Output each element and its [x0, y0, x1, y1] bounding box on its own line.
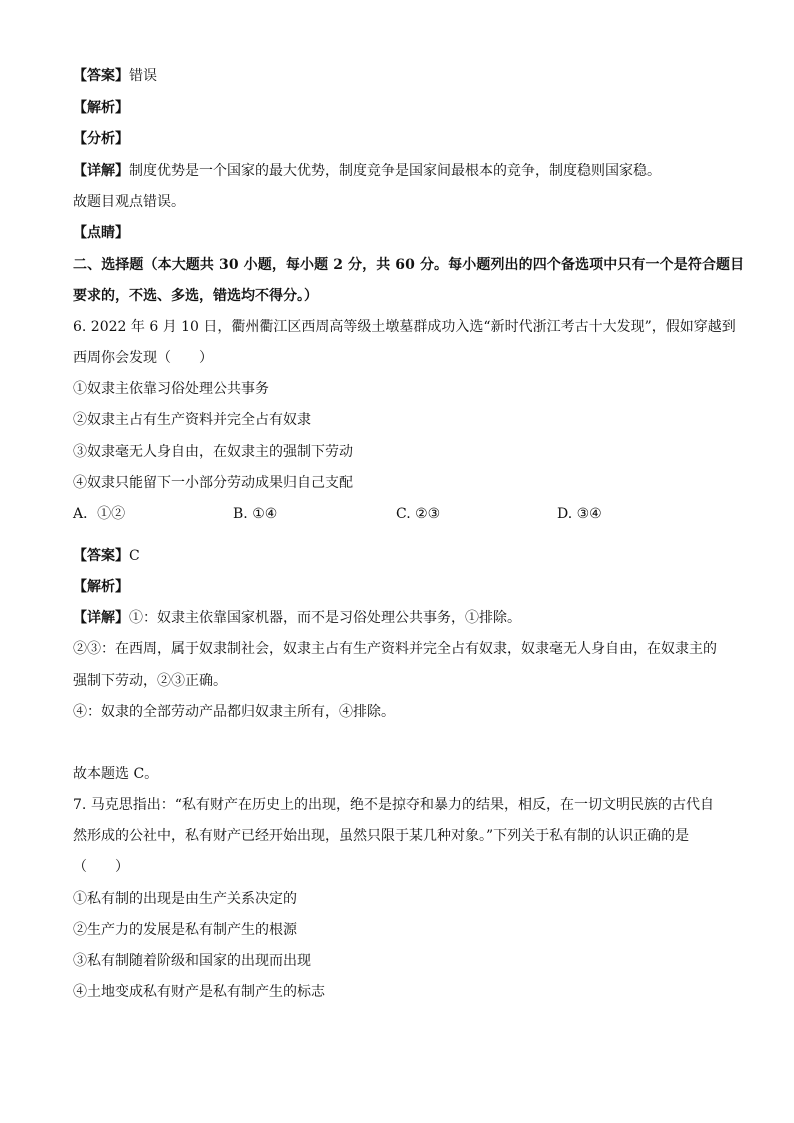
q6-option-b: B. ①④ — [233, 506, 278, 522]
analysis-tag: 【解析】 — [73, 100, 129, 116]
q7-stem-line2: 然形成的公社中，私有财产已经开始出现，虽然只限于某几种对象。”下列关于私有制的认识正确的是 — [73, 828, 690, 844]
q6-answer-text: C — [129, 548, 140, 564]
q6-option-d: D. ③④ — [557, 506, 602, 522]
detail-text: 制度优势是一个国家的最大优势，制度竞争是国家间最根本的竞争，制度稳则国家稳。 — [129, 163, 661, 179]
q6-option-a: A．①② — [73, 506, 126, 522]
q6-statement-4: ④奴隶只能留下一小部分劳动成果归自己支配 — [73, 475, 353, 491]
detail-line — [73, 162, 661, 180]
q6-stem-line1: 6. 2022 年 6 月 10 日，衢州衢江区西周高等级土墩墓群成功入选“新时代浙江考古十大发现”，假如穿越到 — [73, 319, 736, 335]
q6-answer-line — [73, 547, 140, 565]
q7-stem-line3: （ ） — [73, 859, 129, 875]
q6-analysis-tag: 【解析】 — [73, 579, 129, 595]
conclusion-text: 故题目观点错误。 — [73, 194, 185, 210]
q6-option-c: C. ②③ — [396, 506, 441, 522]
q7-statement-2: ②生产力的发展是私有制产生的根源 — [73, 922, 297, 938]
q6-detail-line3: 强制下劳动，②③正确。 — [73, 673, 227, 689]
q6-answer-tag: 【答案】 — [73, 548, 129, 564]
q6-detail-tag: 【详解】 — [73, 610, 129, 626]
prev-answer-line — [73, 67, 157, 85]
answer-tag: 【答案】 — [73, 68, 129, 84]
q6-statement-2: ②奴隶主占有生产资料并完全占有奴隶 — [73, 412, 311, 428]
section-header-line1: 二、选择题（本大题共 30 小题，每小题 2 分，共 60 分。每小题列出的四个备选项中只有一个是符合题目 — [73, 257, 745, 273]
q7-stem-line1: 7. 马克思指出：“私有财产在历史上的出现，绝不是掠夺和暴力的结果，相反，在一切文明民族的古代自 — [73, 797, 714, 813]
q7-statement-4: ④土地变成私有财产是私有制产生的标志 — [73, 984, 325, 1000]
q7-statement-1: ①私有制的出现是由生产关系决定的 — [73, 891, 297, 907]
q6-statement-3: ③奴隶毫无人身自由，在奴隶主的强制下劳动 — [73, 444, 353, 460]
q6-detail-line4: ④：奴隶的全部劳动产品都归奴隶主所有，④排除。 — [73, 704, 395, 720]
q6-statement-1: ①奴隶主依靠习俗处理公共事务 — [73, 381, 269, 397]
q7-statement-3: ③私有制随着阶级和国家的出现而出现 — [73, 953, 311, 969]
q6-stem-line2: 西周你会发现（ ） — [73, 350, 213, 366]
q6-detail-text1: ①：奴隶主依靠国家机器，而不是习俗处理公共事务，①排除。 — [129, 610, 521, 626]
section-header-line2: 要求的，不选、多选，错选均不得分。） — [73, 288, 318, 304]
fenxi-tag: 【分析】 — [73, 131, 129, 147]
detail-tag: 【详解】 — [73, 163, 129, 179]
answer-text: 错误 — [129, 68, 157, 84]
dianjing-tag: 【点睛】 — [73, 225, 129, 241]
q6-detail-line2: ②③：在西周，属于奴隶制社会，奴隶主占有生产资料并完全占有奴隶，奴隶毫无人身自由，在奴隶主的 — [73, 641, 717, 657]
q6-detail-line1 — [73, 609, 521, 627]
q6-conclusion: 故本题选 C。 — [73, 766, 159, 782]
